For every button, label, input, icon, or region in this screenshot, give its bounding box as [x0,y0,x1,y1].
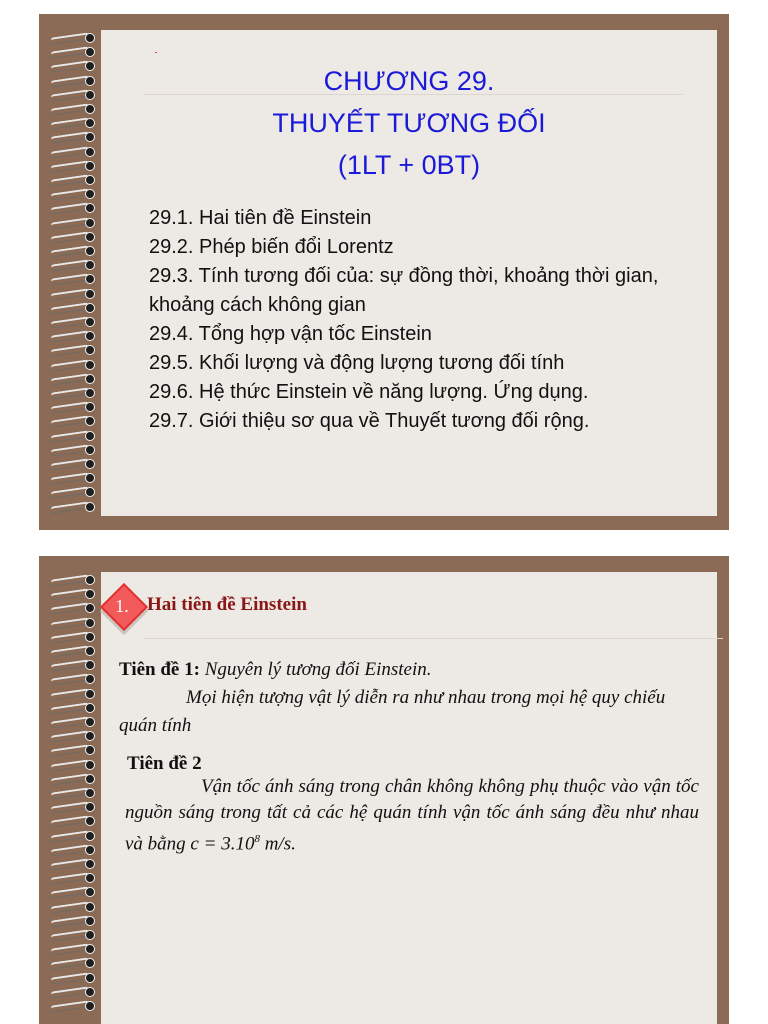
section-title: Hai tiên đề Einstein [147,594,307,615]
binding-ring [49,300,105,314]
binding-ring [49,913,105,927]
binding-ring [49,657,105,671]
toc-item: 29.2. Phép biến đổi Lorentz [149,236,394,258]
binding-ring [49,484,105,498]
binding-ring [49,399,105,413]
binding-ring [49,799,105,813]
section-divider [143,638,723,639]
binding-ring [49,771,105,785]
binding-ring [49,955,105,969]
binding-ring [49,229,105,243]
postulate-2-body: Vận tốc ánh sáng trong chân không không phụ thuộc vào vận tốc nguồn sáng trong tất cả các hệ quán tính vận tốc ánh sáng đều như nhau và bằng c = 3.10 [125,776,699,855]
spiral-binding [49,30,105,520]
binding-ring [49,828,105,842]
binding-ring [49,856,105,870]
binding-ring [49,314,105,328]
binding-ring [49,671,105,685]
decorative-mark [155,52,157,53]
postulate-2-exponent: 8 [254,833,260,845]
binding-ring [49,73,105,87]
binding-ring [49,629,105,643]
binding-ring [49,742,105,756]
binding-ring [49,342,105,356]
binding-ring [49,172,105,186]
chapter-hours: (1LT + 0BT) [337,150,481,180]
binding-ring [49,257,105,271]
binding-ring [49,413,105,427]
section-number-badge [103,586,145,628]
binding-ring [49,158,105,172]
slide-1 [39,14,729,530]
chapter-title: THUYẾT TƯƠNG ĐỐI [272,108,546,138]
binding-ring [49,757,105,771]
binding-ring [49,842,105,856]
toc-item: 29.4. Tổng hợp vận tốc Einstein [149,323,432,345]
section-number: 1. [115,596,129,616]
toc-item: 29.3. Tính tương đối của: sự đồng thời, khoảng thời gian, khoảng cách không gian [149,265,659,316]
binding-ring [49,884,105,898]
binding-ring [49,615,105,629]
postulate-2-unit: m/s. [259,833,296,855]
binding-ring [49,271,105,285]
binding-ring [49,200,105,214]
binding-ring [49,442,105,456]
binding-ring [49,998,105,1012]
binding-ring [49,357,105,371]
binding-ring [49,643,105,657]
binding-ring [49,371,105,385]
slide-2 [39,556,729,1024]
binding-ring [49,186,105,200]
binding-ring [49,984,105,998]
binding-ring [49,243,105,257]
binding-ring [49,686,105,700]
binding-ring [49,941,105,955]
toc-item: 29.6. Hệ thức Einstein về năng lượng. Ứng dụng. [149,381,589,403]
table-of-contents [149,204,709,436]
binding-ring [49,58,105,72]
binding-ring [49,144,105,158]
binding-ring [49,970,105,984]
binding-ring [49,927,105,941]
binding-ring [49,899,105,913]
binding-ring [49,328,105,342]
binding-ring [49,586,105,600]
postulate-2-text [125,774,699,857]
spiral-binding [49,572,105,1014]
binding-ring [49,600,105,614]
binding-ring [49,785,105,799]
binding-ring [49,30,105,44]
binding-ring [49,87,105,101]
postulate-2-label: Tiên đề 2 [127,753,202,774]
binding-ring [49,44,105,58]
binding-ring [49,572,105,586]
binding-ring [49,286,105,300]
binding-ring [49,499,105,513]
binding-ring [49,129,105,143]
toc-item: 29.7. Giới thiệu sơ qua về Thuyết tương đối rộng. [149,410,590,432]
toc-item: 29.1. Hai tiên đề Einstein [149,207,372,229]
postulate-1-label: Tiên đề 1: [119,659,200,680]
binding-ring [49,101,105,115]
binding-ring [49,728,105,742]
binding-ring [49,428,105,442]
postulate-1-text: Mọi hiện tượng vật lý diễn ra như nhau trong mọi hệ quy chiếu quán tính [119,687,666,736]
binding-ring [49,813,105,827]
toc-item: 29.5. Khối lượng và động lượng tương đối tính [149,352,565,374]
postulate-1-heading [119,656,709,684]
binding-ring [49,470,105,484]
postulate-1-name: Nguyên lý tương đối Einstein. [204,659,432,680]
binding-ring [49,385,105,399]
chapter-number: CHƯƠNG 29. [323,66,495,96]
binding-ring [49,714,105,728]
binding-ring [49,215,105,229]
binding-ring [49,700,105,714]
binding-ring [49,870,105,884]
binding-ring [49,115,105,129]
binding-ring [49,456,105,470]
